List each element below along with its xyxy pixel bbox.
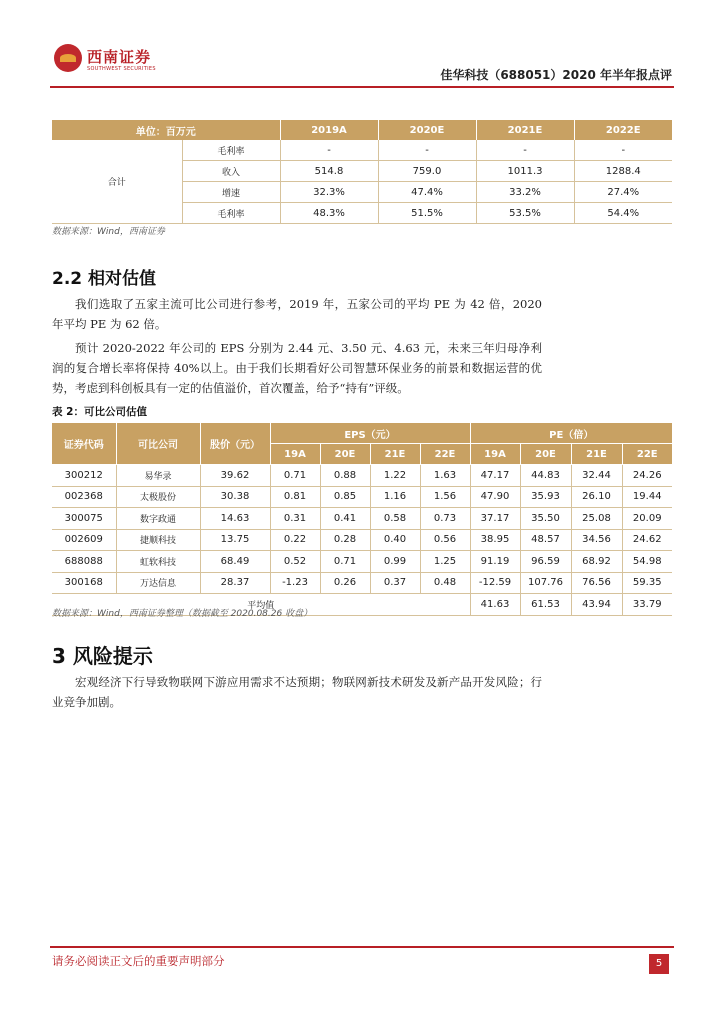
table-cell: -1.23	[270, 572, 320, 594]
table-cell: -	[574, 140, 672, 161]
col-header-price: 股价（元）	[200, 423, 270, 465]
table-cell: 25.08	[571, 508, 622, 530]
table-row	[52, 486, 672, 508]
table-cell: 0.88	[320, 465, 370, 487]
col-header-code: 证券代码	[52, 423, 116, 465]
table-cell: 759.0	[378, 161, 476, 182]
company-logo	[54, 44, 172, 76]
stock-code-cell: 002609	[52, 529, 116, 551]
table-cell: 48.3%	[280, 203, 378, 224]
table-cell: 76.56	[571, 572, 622, 594]
year-header: 21E	[370, 444, 420, 465]
price-cell: 68.49	[200, 551, 270, 573]
table-cell: 41.63	[470, 594, 520, 616]
table-cell: -	[476, 140, 574, 161]
table-cell: 96.59	[520, 551, 571, 573]
table-cell: 0.52	[270, 551, 320, 573]
table-cell: 0.99	[370, 551, 420, 573]
table-cell: 0.26	[320, 572, 370, 594]
company-name-cell: 万达信息	[116, 572, 200, 594]
revenue-table	[52, 120, 672, 224]
table-header-cell: 单位：百万元	[52, 120, 280, 140]
table-cell: 48.57	[520, 529, 571, 551]
table-cell: 38.95	[470, 529, 520, 551]
table-row	[52, 529, 672, 551]
table-cell: 20.09	[622, 508, 672, 530]
stock-code-cell: 300075	[52, 508, 116, 530]
table-header-row	[52, 423, 672, 444]
table-cell: 0.37	[370, 572, 420, 594]
company-name-cell: 易华录	[116, 465, 200, 487]
table-cell: 54.98	[622, 551, 672, 573]
table-cell: 0.85	[320, 486, 370, 508]
table-cell: 24.26	[622, 465, 672, 487]
section-heading-3: 3 风险提示	[52, 644, 153, 668]
table-cell: 0.41	[320, 508, 370, 530]
table-cell: 53.5%	[476, 203, 574, 224]
table-cell: 51.5%	[378, 203, 476, 224]
table-row	[52, 572, 672, 594]
company-name-cell: 捷顺科技	[116, 529, 200, 551]
paragraph: 我们选取了五家主流可比公司进行参考，2019 年，五家公司的平均 PE 为 42 倍，2020 年平均 PE 为 62 倍。	[52, 297, 542, 331]
price-cell: 39.62	[200, 465, 270, 487]
table-cell: 47.90	[470, 486, 520, 508]
table-header-cell: 2019A	[280, 120, 378, 140]
page-header	[0, 0, 724, 92]
table-cell: 59.35	[622, 572, 672, 594]
table-cell: 0.58	[370, 508, 420, 530]
table-cell: 47.17	[470, 465, 520, 487]
table-cell: 0.28	[320, 529, 370, 551]
footer-divider	[50, 946, 674, 948]
table-cell: 37.17	[470, 508, 520, 530]
table-header-cell: 2022E	[574, 120, 672, 140]
row-label: 收入	[182, 161, 280, 182]
table-cell: 0.48	[420, 572, 470, 594]
row-label: 毛利率	[182, 140, 280, 161]
table-caption: 表 2：可比公司估值	[52, 406, 147, 418]
price-cell: 28.37	[200, 572, 270, 594]
table-cell: 91.19	[470, 551, 520, 573]
table1-source: 数据来源：Wind，西南证券	[52, 227, 165, 237]
price-cell: 13.75	[200, 529, 270, 551]
table-cell: 1288.4	[574, 161, 672, 182]
table-cell: 0.22	[270, 529, 320, 551]
table-cell: 54.4%	[574, 203, 672, 224]
stock-code-cell: 002368	[52, 486, 116, 508]
table-cell: 33.79	[622, 594, 672, 616]
table-header-cell: 2021E	[476, 120, 574, 140]
col-header-company: 可比公司	[116, 423, 200, 465]
table-cell: 26.10	[571, 486, 622, 508]
stock-code-cell: 688088	[52, 551, 116, 573]
table-cell: 514.8	[280, 161, 378, 182]
table-row	[52, 551, 672, 573]
stock-code-cell: 300212	[52, 465, 116, 487]
year-header: 22E	[420, 444, 470, 465]
table-cell: 0.40	[370, 529, 420, 551]
table-cell: 34.56	[571, 529, 622, 551]
company-name-cell: 虹软科技	[116, 551, 200, 573]
table-cell: 68.92	[571, 551, 622, 573]
logo-subtitle: SOUTHWEST SECURITIES	[87, 66, 156, 72]
stock-code-cell: 300168	[52, 572, 116, 594]
table-cell: 0.81	[270, 486, 320, 508]
page-number: 5	[649, 954, 669, 974]
company-name-cell: 数字政通	[116, 508, 200, 530]
report-title: 佳华科技（688051）2020 年半年报点评	[440, 68, 672, 82]
table-cell: 47.4%	[378, 182, 476, 203]
table-row	[52, 508, 672, 530]
comparable-companies-table	[52, 423, 672, 616]
table2-source: 数据来源：Wind，西南证券整理（数据截至 2020.08.26 收盘）	[52, 609, 313, 619]
table-cell: 0.73	[420, 508, 470, 530]
table-cell: 107.76	[520, 572, 571, 594]
company-name-cell: 太极股份	[116, 486, 200, 508]
table-cell: 35.93	[520, 486, 571, 508]
paragraph: 预计 2020-2022 年公司的 EPS 分别为 2.44 元、3.50 元、4.63 元，未来三年归母净利润的复合增长率将保持 40%以上。由于我们长期看好公司智慧环保业务的前景和数据运营的优势，考虑到科创板具有一定的估值溢价，首次覆盖，给予“持有”评级。	[52, 341, 542, 395]
table-header-row	[52, 120, 672, 140]
year-header: 22E	[622, 444, 672, 465]
table-cell: 1.56	[420, 486, 470, 508]
table-cell: -12.59	[470, 572, 520, 594]
table-cell: 32.44	[571, 465, 622, 487]
table-cell: 0.31	[270, 508, 320, 530]
table-cell: -	[378, 140, 476, 161]
paragraph: 宏观经济下行导致物联网下游应用需求不达预期；物联网新技术研发及新产品开发风险；行业竞争加剧。	[52, 675, 542, 709]
table-cell: 44.83	[520, 465, 571, 487]
table-cell: 61.53	[520, 594, 571, 616]
table-cell: 1011.3	[476, 161, 574, 182]
table-cell: 27.4%	[574, 182, 672, 203]
row-label: 毛利率	[182, 203, 280, 224]
table-cell: 0.56	[420, 529, 470, 551]
section-heading-2-2: 2.2 相对估值	[52, 269, 157, 289]
col-header-eps: EPS（元）	[270, 423, 470, 444]
table-cell: 32.3%	[280, 182, 378, 203]
year-header: 19A	[270, 444, 320, 465]
logo-mark-icon	[54, 44, 82, 72]
table-cell: 1.16	[370, 486, 420, 508]
table-cell: 1.22	[370, 465, 420, 487]
table-cell: 24.62	[622, 529, 672, 551]
year-header: 20E	[520, 444, 571, 465]
price-cell: 30.38	[200, 486, 270, 508]
header-divider	[50, 86, 674, 88]
table-cell: 1.63	[420, 465, 470, 487]
table-row	[52, 465, 672, 487]
year-header: 19A	[470, 444, 520, 465]
table-cell: 1.25	[420, 551, 470, 573]
table-cell: 33.2%	[476, 182, 574, 203]
average-label: 平均值	[52, 594, 470, 616]
table-cell: 19.44	[622, 486, 672, 508]
table-cell: 0.71	[270, 465, 320, 487]
col-header-pe: PE（倍）	[470, 423, 672, 444]
logo-name: 西南证券	[87, 48, 152, 66]
price-cell: 14.63	[200, 508, 270, 530]
footer-disclaimer: 请务必阅读正文后的重要声明部分	[52, 954, 225, 968]
row-label: 增速	[182, 182, 280, 203]
table-row	[52, 140, 672, 161]
year-header: 21E	[571, 444, 622, 465]
year-header: 20E	[320, 444, 370, 465]
table-cell: 35.50	[520, 508, 571, 530]
group-label: 合计	[52, 140, 182, 224]
table-header-cell: 2020E	[378, 120, 476, 140]
table-cell: -	[280, 140, 378, 161]
table-cell: 43.94	[571, 594, 622, 616]
table-cell: 0.71	[320, 551, 370, 573]
